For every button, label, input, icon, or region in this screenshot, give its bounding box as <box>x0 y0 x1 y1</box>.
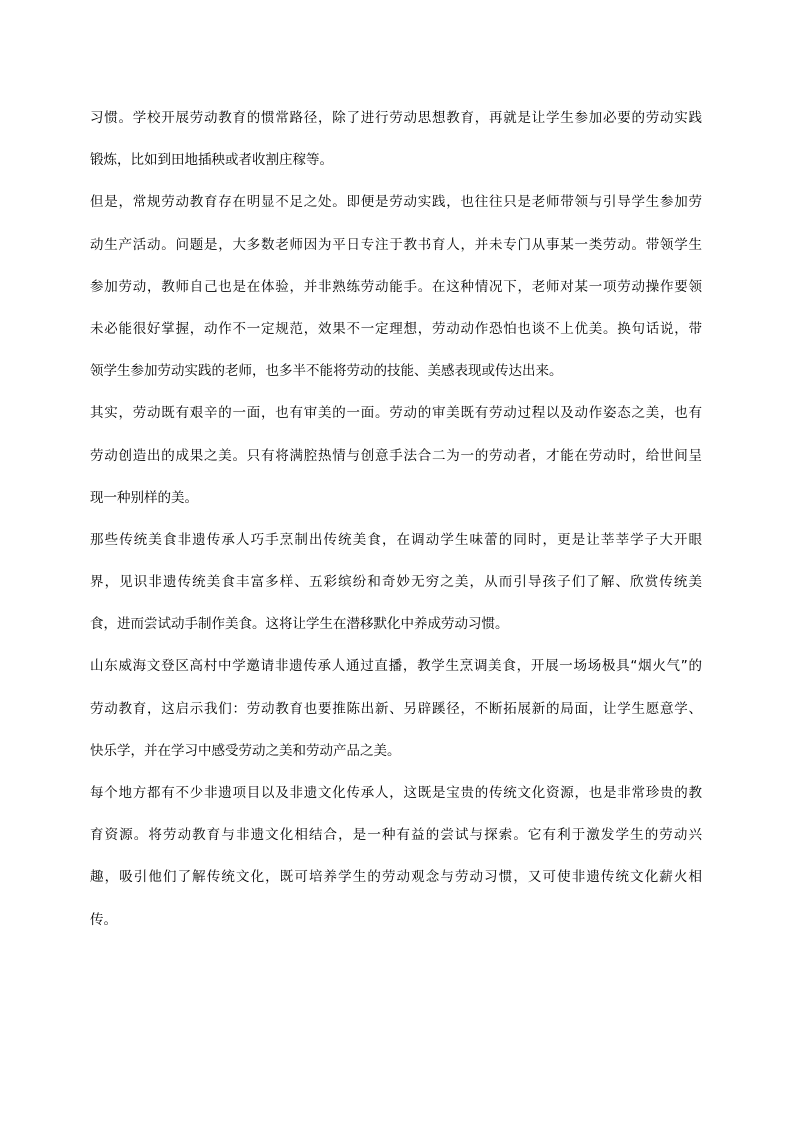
text-line-8: 其实，劳动既有艰辛的一面，也有审美的一面。劳动的审美既有劳动过程以及动作姿态之美，也有 <box>90 405 702 422</box>
text-line-15: 劳动教育，这启示我们：劳动教育也要推陈出新、另辟蹊径，不断拓展新的局面，让学生愿意学、 <box>90 700 702 717</box>
text-line-5: 参加劳动，教师自己也是在体验，并非熟练劳动能手。在这种情况下，老师对某一项劳动操作要领 <box>90 278 702 295</box>
text-line-9: 劳动创造出的成果之美。只有将满腔热情与创意手法合二为一的劳动者，才能在劳动时，给世间呈 <box>90 447 702 464</box>
text-line-3: 但是，常规劳动教育存在明显不足之处。即便是劳动实践，也往往只是老师带领与引导学生参加劳 <box>90 194 702 211</box>
text-line-10: 现一种别样的美。 <box>90 489 198 506</box>
text-line-19: 趣，吸引他们了解传统文化，既可培养学生的劳动观念与劳动习惯，又可使非遗传统文化薪火相 <box>90 869 702 886</box>
text-line-13: 食，进而尝试动手制作美食。这将让学生在潜移默化中养成劳动习惯。 <box>90 616 509 633</box>
text-line-2: 锻炼，比如到田地插秧或者收割庄稼等。 <box>90 152 333 169</box>
text-line-1: 习惯。学校开展劳动教育的惯常路径，除了进行劳动思想教育，再就是让学生参加必要的劳动实践 <box>90 110 702 126</box>
text-line-6: 未必能很好掌握，动作不一定规范，效果不一定理想，劳动动作恐怕也谈不上优美。换句话说，带 <box>90 320 702 337</box>
text-line-16: 快乐学，并在学习中感受劳动之美和劳动产品之美。 <box>90 742 401 759</box>
text-line-20: 传。 <box>90 911 117 928</box>
text-line-14: 山东威海文登区高村中学邀请非遗传承人通过直播，教学生烹调美食，开展一场场极具“烟火气”的 <box>90 658 702 675</box>
text-line-18: 育资源。将劳动教育与非遗文化相结合，是一种有益的尝试与探索。它有利于激发学生的劳动兴 <box>90 827 702 844</box>
text-line-7: 领学生参加劳动实践的老师，也多半不能将劳动的技能、美感表现或传达出来。 <box>90 363 563 380</box>
article-body <box>90 97 702 941</box>
text-line-12: 界，见识非遗传统美食丰富多样、五彩缤纷和奇妙无穷之美，从而引导孩子们了解、欣赏传统美 <box>90 574 702 591</box>
text-line-17: 每个地方都有不少非遗项目以及非遗文化传承人，这既是宝贵的传统文化资源，也是非常珍贵的教 <box>90 785 702 801</box>
text-line-4: 动生产活动。问题是，大多数老师因为平日专注于教书育人，并未专门从事某一类劳动。带领学生 <box>90 236 702 253</box>
text-line-11: 那些传统美食非遗传承人巧手烹制出传统美食，在调动学生味蕾的同时，更是让莘莘学子大开眼 <box>90 531 702 548</box>
